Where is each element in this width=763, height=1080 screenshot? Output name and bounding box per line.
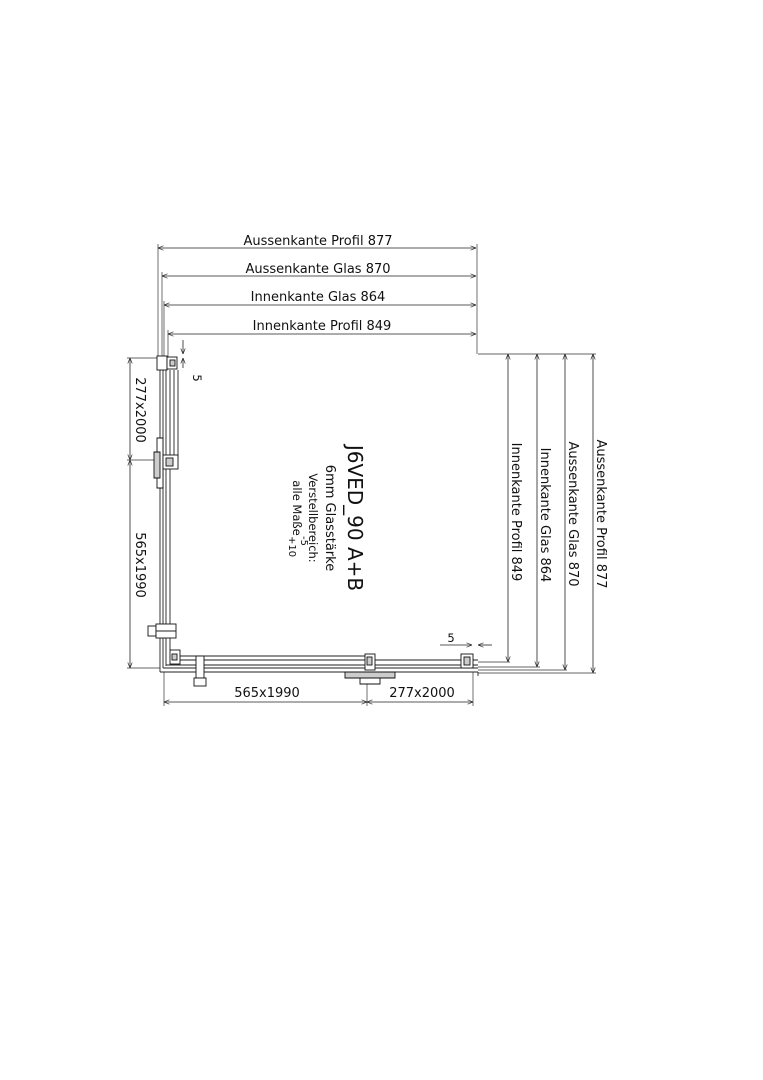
- dim-label-left-upper: 277x2000: [132, 377, 147, 443]
- clamp-left-lower: [148, 624, 176, 638]
- adjustment-range-label: Verstellbereich:: [306, 473, 320, 563]
- dim-label-top-2: Aussenkante Glas 870: [245, 262, 391, 277]
- offset-label-right: 5: [447, 631, 455, 645]
- glass-thickness: 6mm Glasstärke: [322, 464, 337, 572]
- dim-label-right-1: Innenkante Profil 849: [508, 442, 523, 582]
- model-name: J6VED_90 A+B: [343, 444, 367, 592]
- dim-label-top-4: Innenkante Profil 849: [252, 319, 392, 334]
- adjustment-range-prefix: alle Maße: [290, 480, 304, 536]
- dim-label-left-lower: 565x1990: [132, 532, 147, 598]
- dim-label-bottom-right: 277x2000: [389, 686, 455, 701]
- adjustment-range-plus: +10: [286, 536, 297, 558]
- dim-label-top-1: Aussenkante Profil 877: [243, 234, 393, 249]
- clamp-bottom-left: [194, 656, 206, 686]
- door-handle-bottom: [345, 654, 395, 684]
- enclosure-bottom-profile: [160, 656, 478, 672]
- dim-label-top-3: Innenkante Glas 864: [250, 290, 386, 305]
- dim-label-right-3: Aussenkante Glas 870: [565, 441, 580, 587]
- offset-label-top: 5: [190, 374, 204, 382]
- dim-label-right-2: Innenkante Glas 864: [537, 447, 552, 583]
- corner-bracket-bottom-left: [170, 650, 180, 664]
- dim-label-right-4: Aussenkante Profil 877: [593, 439, 608, 589]
- dim-label-bottom-left: 565x1990: [234, 686, 300, 701]
- corner-bracket-top-left: [157, 356, 177, 370]
- adjustment-range-minus: -5: [298, 536, 309, 546]
